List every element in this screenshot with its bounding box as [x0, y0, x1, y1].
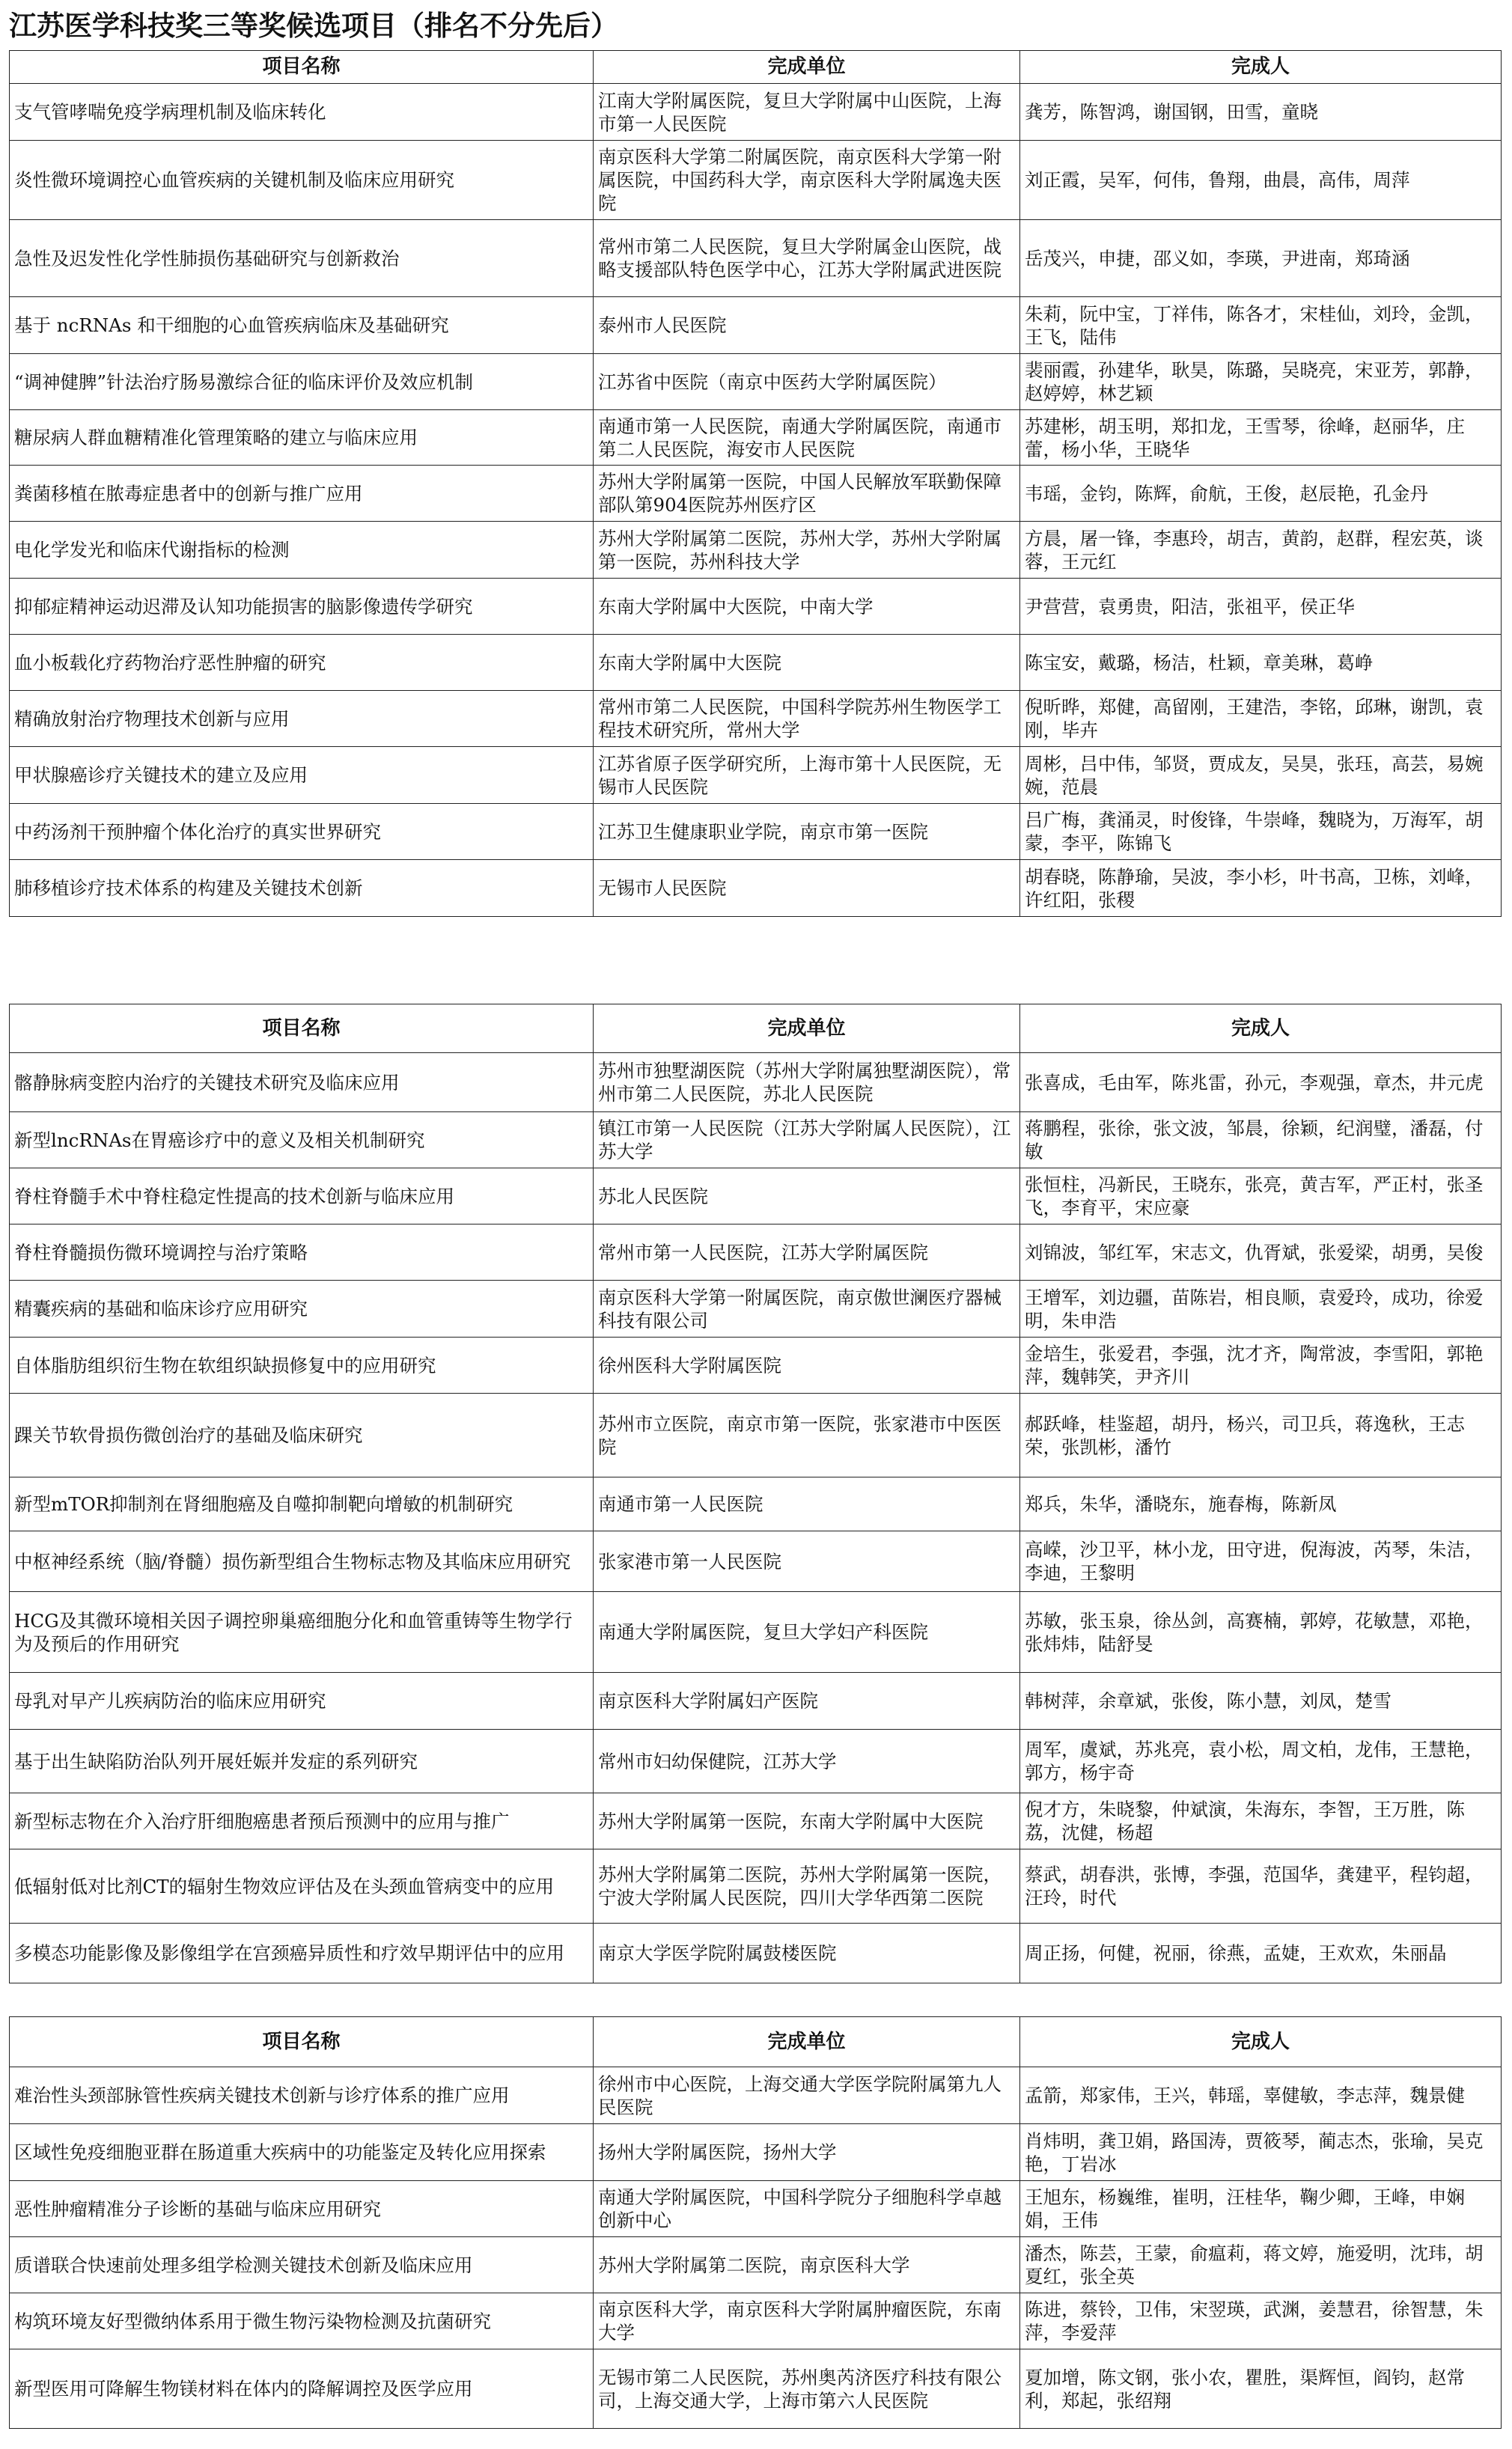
cell-people: 韦瑶，金钧，陈辉，俞航，王俊，赵辰艳，孔金丹	[1020, 466, 1502, 522]
header-people: 完成人	[1020, 1004, 1502, 1053]
table-row	[10, 579, 1502, 635]
cell-unit: 江苏省原子医学研究所，上海市第十人民医院，无锡市人民医院	[594, 747, 1020, 804]
document-title: 江苏医学科技奖三等奖候选项目（排名不分先后）	[9, 10, 618, 42]
header-project: 项目名称	[10, 1004, 594, 1053]
table-row	[10, 2124, 1502, 2181]
cell-project: 脊柱脊髓损伤微环境调控与治疗策略	[10, 1224, 594, 1281]
cell-unit: 苏州大学附属第二医院，苏州大学，苏州大学附属第一医院，苏州科技大学	[594, 522, 1020, 579]
table-row	[10, 1168, 1502, 1224]
projects-table-2	[9, 1004, 1502, 1983]
table-row	[10, 747, 1502, 804]
cell-project: 精囊疾病的基础和临床诊疗应用研究	[10, 1281, 594, 1338]
table-row	[10, 860, 1502, 917]
cell-unit: 苏州大学附属第一医院，中国人民解放军联勤保障部队第904医院苏州医疗区	[594, 466, 1020, 522]
cell-project: 电化学发光和临床代谢指标的检测	[10, 522, 594, 579]
table-row	[10, 220, 1502, 297]
table-header-row	[10, 2017, 1502, 2067]
table-row	[10, 1793, 1502, 1849]
cell-people: 陈宝安，戴璐，杨洁，杜颖，章美琳，葛峥	[1020, 635, 1502, 691]
table-row	[10, 466, 1502, 522]
cell-project: 质谱联合快速前处理多组学检测关键技术创新及临床应用	[10, 2237, 594, 2293]
table-row	[10, 522, 1502, 579]
cell-unit: 南京医科大学第二附属医院，南京医科大学第一附属医院，中国药科大学，南京医科大学附属逸夫医院	[594, 141, 1020, 220]
header-people: 完成人	[1020, 51, 1502, 84]
table-row	[10, 2067, 1502, 2124]
cell-project: 中药汤剂干预肿瘤个体化治疗的真实世界研究	[10, 804, 594, 860]
cell-unit: 苏州大学附属第二医院，南京医科大学	[594, 2237, 1020, 2293]
table-row	[10, 1849, 1502, 1924]
cell-people: 龚芳，陈智鸿，谢国钢，田雪，童晓	[1020, 84, 1502, 141]
cell-unit: 无锡市人民医院	[594, 860, 1020, 917]
cell-unit: 常州市第一人民医院，江苏大学附属医院	[594, 1224, 1020, 1281]
cell-unit: 苏州大学附属第二医院，苏州大学附属第一医院，宁波大学附属人民医院，四川大学华西第二医院	[594, 1849, 1020, 1924]
header-project: 项目名称	[10, 51, 594, 84]
cell-project: 母乳对早产儿疾病防治的临床应用研究	[10, 1673, 594, 1730]
cell-people: 刘锦波，邹红军，宋志文，仇胥斌，张爱梁，胡勇，吴俊	[1020, 1224, 1502, 1281]
table-row	[10, 635, 1502, 691]
table-row	[10, 2181, 1502, 2237]
cell-people: 王增军，刘边疆，苗陈岩，相良顺，袁爱玲，成功，徐爱明，朱申浩	[1020, 1281, 1502, 1338]
table-header-row	[10, 51, 1502, 84]
cell-people: 刘正霞，吴军，何伟，鲁翔，曲晨，高伟，周萍	[1020, 141, 1502, 220]
cell-unit: 江南大学附属医院，复旦大学附属中山医院，上海市第一人民医院	[594, 84, 1020, 141]
table-row	[10, 1394, 1502, 1477]
cell-unit: 常州市第二人民医院，复旦大学附属金山医院，战略支援部队特色医学中心，江苏大学附属武进医院	[594, 220, 1020, 297]
cell-project: “调神健脾”针法治疗肠易激综合征的临床评价及效应机制	[10, 354, 594, 410]
cell-project: 区域性免疫细胞亚群在肠道重大疾病中的功能鉴定及转化应用探索	[10, 2124, 594, 2181]
cell-project: 急性及迟发性化学性肺损伤基础研究与创新救治	[10, 220, 594, 297]
cell-project: 血小板载化疗药物治疗恶性肿瘤的研究	[10, 635, 594, 691]
cell-project: 甲状腺癌诊疗关键技术的建立及应用	[10, 747, 594, 804]
table-row	[10, 1224, 1502, 1281]
table-row	[10, 2293, 1502, 2349]
cell-unit: 徐州医科大学附属医院	[594, 1338, 1020, 1394]
projects-table-1	[9, 50, 1502, 917]
cell-project: 中枢神经系统（脑/脊髓）损伤新型组合生物标志物及其临床应用研究	[10, 1531, 594, 1592]
table-row	[10, 1053, 1502, 1112]
table-row	[10, 1477, 1502, 1531]
cell-project: 踝关节软骨损伤微创治疗的基础及临床研究	[10, 1394, 594, 1477]
table-row	[10, 297, 1502, 354]
cell-project: 新型标志物在介入治疗肝细胞癌患者预后预测中的应用与推广	[10, 1793, 594, 1849]
table-body	[10, 2067, 1502, 2429]
cell-unit: 南京医科大学，南京医科大学附属肿瘤医院，东南大学	[594, 2293, 1020, 2349]
cell-unit: 东南大学附属中大医院，中南大学	[594, 579, 1020, 635]
cell-unit: 南通市第一人民医院，南通大学附属医院，南通市第二人民医院，海安市人民医院	[594, 410, 1020, 466]
cell-people: 金培生，张爱君，李强，沈才齐，陶常波，李雪阳，郭艳萍，魏韩笑，尹齐川	[1020, 1338, 1502, 1394]
header-people: 完成人	[1020, 2017, 1502, 2067]
cell-people: 夏加增，陈文钢，张小农，瞿胜，渠辉恒，阎钧，赵常利，郑起，张绍翔	[1020, 2349, 1502, 2429]
header-unit: 完成单位	[594, 2017, 1020, 2067]
cell-unit: 南京医科大学第一附属医院，南京傲世澜医疗器械科技有限公司	[594, 1281, 1020, 1338]
cell-project: 构筑环境友好型微纳体系用于微生物污染物检测及抗菌研究	[10, 2293, 594, 2349]
cell-unit: 苏州市独墅湖医院（苏州大学附属独墅湖医院），常州市第二人民医院，苏北人民医院	[594, 1053, 1020, 1112]
cell-project: 炎性微环境调控心血管疾病的关键机制及临床应用研究	[10, 141, 594, 220]
cell-unit: 镇江市第一人民医院（江苏大学附属人民医院），江苏大学	[594, 1112, 1020, 1168]
cell-project: 恶性肿瘤精准分子诊断的基础与临床应用研究	[10, 2181, 594, 2237]
header-unit: 完成单位	[594, 1004, 1020, 1053]
projects-table-3	[9, 2016, 1502, 2429]
cell-people: 周正扬，何健，祝丽，徐燕，孟婕，王欢欢，朱丽晶	[1020, 1924, 1502, 1983]
cell-people: 朱莉，阮中宝，丁祥伟，陈各才，宋桂仙，刘玲，金凯，王飞，陆伟	[1020, 297, 1502, 354]
cell-project: 支气管哮喘免疫学病理机制及临床转化	[10, 84, 594, 141]
cell-unit: 常州市第二人民医院，中国科学院苏州生物医学工程技术研究所，常州大学	[594, 691, 1020, 747]
header-project: 项目名称	[10, 2017, 594, 2067]
cell-people: 肖炜明，龚卫娟，路国涛，贾筱琴，蔺志杰，张瑜，吴克艳，丁岩冰	[1020, 2124, 1502, 2181]
cell-unit: 苏州市立医院，南京市第一医院，张家港市中医医院	[594, 1394, 1020, 1477]
cell-people: 蔡武，胡春洪，张博，李强，范国华，龚建平，程钧超，汪玲，时代	[1020, 1849, 1502, 1924]
cell-people: 蒋鹏程，张徐，张文波，邹晨，徐颖，纪润璧，潘磊，付敏	[1020, 1112, 1502, 1168]
cell-unit: 无锡市第二人民医院，苏州奥芮济医疗科技有限公司，上海交通大学，上海市第六人民医院	[594, 2349, 1020, 2429]
table-row	[10, 410, 1502, 466]
cell-people: 高嵘，沙卫平，林小龙，田守进，倪海波，芮琴，朱洁，李迪，王黎明	[1020, 1531, 1502, 1592]
cell-project: 新型医用可降解生物镁材料在体内的降解调控及医学应用	[10, 2349, 594, 2429]
cell-people: 潘杰，陈芸，王蒙，俞瘟莉，蒋文婷，施爱明，沈玮，胡夏红，张全英	[1020, 2237, 1502, 2293]
table-body	[10, 84, 1502, 917]
cell-project: 低辐射低对比剂CT的辐射生物效应评估及在头颈血管病变中的应用	[10, 1849, 594, 1924]
cell-project: 髂静脉病变腔内治疗的关键技术研究及临床应用	[10, 1053, 594, 1112]
cell-people: 苏建彬，胡玉明，郑扣龙，王雪琴，徐峰，赵丽华，庄蕾，杨小华，王晓华	[1020, 410, 1502, 466]
cell-unit: 张家港市第一人民医院	[594, 1531, 1020, 1592]
cell-project: 基于 ncRNAs 和干细胞的心血管疾病临床及基础研究	[10, 297, 594, 354]
cell-people: 郑兵，朱华，潘晓东，施春梅，陈新凤	[1020, 1477, 1502, 1531]
table-row	[10, 141, 1502, 220]
cell-project: HCG及其微环境相关因子调控卵巢癌细胞分化和血管重铸等生物学行为及预后的作用研究	[10, 1592, 594, 1673]
table-row	[10, 691, 1502, 747]
cell-unit: 南通大学附属医院，复旦大学妇产科医院	[594, 1592, 1020, 1673]
table-row	[10, 2237, 1502, 2293]
cell-project: 脊柱脊髓手术中脊柱稳定性提高的技术创新与临床应用	[10, 1168, 594, 1224]
cell-people: 张喜成，毛由军，陈兆雷，孙元，李观强，章杰，井元虎	[1020, 1053, 1502, 1112]
cell-project: 抑郁症精神运动迟滞及认知功能损害的脑影像遗传学研究	[10, 579, 594, 635]
cell-project: 糖尿病人群血糖精准化管理策略的建立与临床应用	[10, 410, 594, 466]
cell-people: 周军，虞斌，苏兆亮，袁小松，周文柏，龙伟，王慧艳，郭方，杨宇奇	[1020, 1730, 1502, 1793]
cell-unit: 泰州市人民医院	[594, 297, 1020, 354]
cell-project: 精确放射治疗物理技术创新与应用	[10, 691, 594, 747]
cell-project: 多模态功能影像及影像组学在宫颈癌异质性和疗效早期评估中的应用	[10, 1924, 594, 1983]
cell-project: 自体脂肪组织衍生物在软组织缺损修复中的应用研究	[10, 1338, 594, 1394]
cell-project: 基于出生缺陷防治队列开展妊娠并发症的系列研究	[10, 1730, 594, 1793]
table-row	[10, 1112, 1502, 1168]
cell-project: 粪菌移植在脓毒症患者中的创新与推广应用	[10, 466, 594, 522]
table-row	[10, 1730, 1502, 1793]
cell-people: 周彬，吕中伟，邹贤，贾成友，吴昊，张珏，高芸，易婉婉，范晨	[1020, 747, 1502, 804]
cell-people: 倪昕晔，郑健，高留刚，王建浩，李铭，邱琳，谢凯，袁刚，毕卉	[1020, 691, 1502, 747]
table-row	[10, 1281, 1502, 1338]
cell-unit: 南通市第一人民医院	[594, 1477, 1020, 1531]
table-row	[10, 1924, 1502, 1983]
table-header-row	[10, 1004, 1502, 1053]
table-row	[10, 1592, 1502, 1673]
cell-people: 胡春晓，陈静瑜，吴波，李小杉，叶书高，卫栋，刘峰，许红阳，张稷	[1020, 860, 1502, 917]
cell-unit: 扬州大学附属医院，扬州大学	[594, 2124, 1020, 2181]
cell-project: 新型mTOR抑制剂在肾细胞癌及自噬抑制靶向增敏的机制研究	[10, 1477, 594, 1531]
cell-people: 张恒柱，冯新民，王晓东，张亮，黄吉军，严正村，张圣飞，李育平，宋应豪	[1020, 1168, 1502, 1224]
cell-people: 岳茂兴，申捷，邵义如，李瑛，尹进南，郑琦涵	[1020, 220, 1502, 297]
cell-people: 裴丽霞，孙建华，耿昊，陈璐，吴晓亮，宋亚芳，郭静，赵婷婷，林艺颖	[1020, 354, 1502, 410]
cell-people: 韩树萍，余章斌，张俊，陈小慧，刘凤，楚雪	[1020, 1673, 1502, 1730]
cell-people: 方晨，屠一锋，李惠玲，胡吉，黄韵，赵群，程宏英，谈蓉，王元红	[1020, 522, 1502, 579]
cell-people: 郝跃峰，桂鉴超，胡丹，杨兴，司卫兵，蒋逸秋，王志荣，张凯彬，潘竹	[1020, 1394, 1502, 1477]
table-body	[10, 1053, 1502, 1983]
cell-unit: 江苏省中医院（南京中医药大学附属医院）	[594, 354, 1020, 410]
cell-unit: 苏北人民医院	[594, 1168, 1020, 1224]
cell-unit: 南京医科大学附属妇产医院	[594, 1673, 1020, 1730]
cell-unit: 常州市妇幼保健院，江苏大学	[594, 1730, 1020, 1793]
cell-project: 肺移植诊疗技术体系的构建及关键技术创新	[10, 860, 594, 917]
table-row	[10, 1531, 1502, 1592]
table-row	[10, 84, 1502, 141]
cell-people: 王旭东，杨巍维，崔明，汪桂华，鞠少卿，王峰，申娴娟，王伟	[1020, 2181, 1502, 2237]
cell-people: 尹营营，袁勇贵，阳洁，张祖平，侯正华	[1020, 579, 1502, 635]
cell-people: 苏敏，张玉泉，徐丛剑，高赛楠，郭婷，花敏慧，邓艳，张炜炜，陆舒旻	[1020, 1592, 1502, 1673]
cell-unit: 苏州大学附属第一医院，东南大学附属中大医院	[594, 1793, 1020, 1849]
cell-unit: 江苏卫生健康职业学院，南京市第一医院	[594, 804, 1020, 860]
cell-people: 陈进，蔡铃，卫伟，宋翌瑛，武渊，姜慧君，徐智慧，朱萍，李爱萍	[1020, 2293, 1502, 2349]
cell-people: 孟箭，郑家伟，王兴，韩瑶，辜健敏，李志萍，魏景健	[1020, 2067, 1502, 2124]
table-row	[10, 354, 1502, 410]
cell-unit: 徐州市中心医院，上海交通大学医学院附属第九人民医院	[594, 2067, 1020, 2124]
header-unit: 完成单位	[594, 51, 1020, 84]
cell-project: 新型lncRNAs在胃癌诊疗中的意义及相关机制研究	[10, 1112, 594, 1168]
cell-unit: 东南大学附属中大医院	[594, 635, 1020, 691]
table-row	[10, 1673, 1502, 1730]
cell-people: 倪才方，朱晓黎，仲斌演，朱海东，李智，王万胜，陈荔，沈健，杨超	[1020, 1793, 1502, 1849]
cell-unit: 南通大学附属医院，中国科学院分子细胞科学卓越创新中心	[594, 2181, 1020, 2237]
table-row	[10, 1338, 1502, 1394]
cell-unit: 南京大学医学院附属鼓楼医院	[594, 1924, 1020, 1983]
cell-project: 难治性头颈部脉管性疾病关键技术创新与诊疗体系的推广应用	[10, 2067, 594, 2124]
table-row	[10, 804, 1502, 860]
table-row	[10, 2349, 1502, 2429]
cell-people: 吕广梅，龚涌灵，时俊锋，牛崇峰，魏晓为，万海军，胡蒙，李平，陈锦飞	[1020, 804, 1502, 860]
